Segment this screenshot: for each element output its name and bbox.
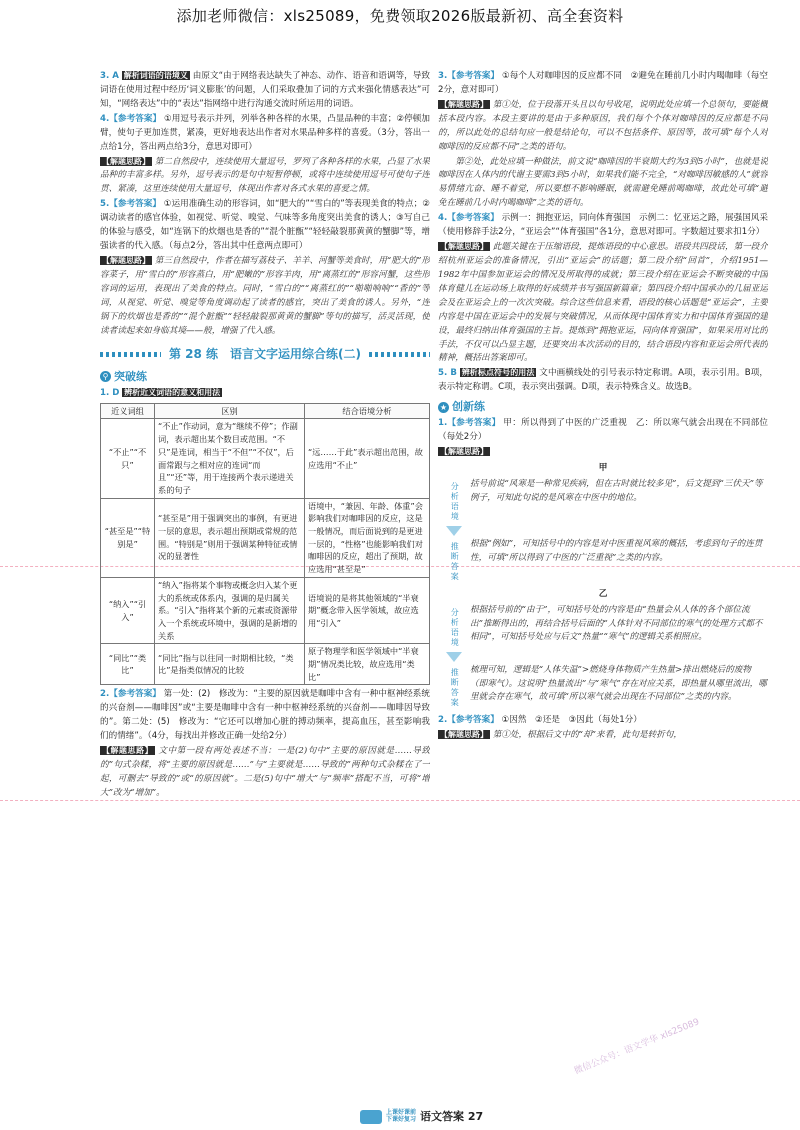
analysis-r-q1: 【解题思路】 bbox=[440, 446, 488, 456]
watermark: 微信公众号：语文学华 xls25089 bbox=[572, 1017, 701, 1077]
arrow-down-icon bbox=[446, 652, 462, 662]
answer-q1: 1. D 辨析近义词语的意义和用法 bbox=[100, 387, 221, 398]
answer-q4: 4.【参考答案】 ①用逗号表示并列，列举各种各样的水果，凸显品种的丰富；②停顿加臂，使句子更加连贯，紧凑，更好地表达出作者对水果品种多样的喜爱。（3分，答出一点给1分，答出两点给3分，意思对即可） bbox=[100, 113, 430, 152]
innovation-icon: ★ bbox=[439, 402, 448, 412]
page-footer: 上课好课前 下课好复习 语文答案 27 bbox=[360, 1108, 483, 1126]
answer-q2: 2.【参考答案】 第一处：(2) 修改为：“主要的原因就是咖啡中含有一种中枢神经系统的兴奋剂——咖啡因”或“主要是咖啡中含有一种中枢神经系统的兴奋剂——咖啡因导致的”。第二处：(5) 修改为：“它还可以增加心脏的搏动频率，提高血压，甚至影响我们的情绪”。（4分，每找出并修改正确一处给2分） bbox=[100, 689, 430, 742]
answer-q3: 3. A 解析词语的语境义 由原文“由于网络表达缺失了神态、动作、语音和语调等，导致词语在使用过程中经历‘词义膨胀’的问题，人们采取叠加了词的方式来强化情感表达”可知，“网络表达”中的“表达”指网络中进行沟通交流时所运用的词语。 bbox=[100, 71, 430, 109]
flow-b-step1: 分析语境 根据括号前的“由于”，可知括号处的内容是由“热量会从人体的各个部位流出”推断得出的，再结合括号后面的“人体针对不同部位的寒气的处理方式都不相同”，可知括号处应与后文“热量”“寒气”的逻辑关系相照应。 bbox=[438, 604, 768, 662]
page-number-label: 语文答案 27 bbox=[420, 1110, 484, 1123]
answer-r-q4: 4.【参考答案】 示例一：拥抱亚运，同向体育强国 示例二：忆亚运之路，展强国风采（使用修辞手法2分，“亚运会”“体育强国”各1分，意思对即可。字数超过要求扣1分） bbox=[438, 213, 768, 238]
table-row: “同比”“类比” “同比”指与以往同一时期相比较，“类比”是指类似情况的比较 原子物理学和医学领域中“半衰期”情况类比较，故应选用“类比” bbox=[101, 644, 430, 685]
arrow-down-icon bbox=[446, 526, 462, 536]
flow-b-title: 乙 bbox=[598, 588, 608, 599]
analysis-r-q3: 【解题思路】 第①处，位于段落开头且以句号收尾，说明此处应填一个总领句，要能概括本段内容。本段主要讲的是由于多种原因，我们每个个体对咖啡因的反应都是不同的，所以此处的总结句应一般是结论句，可以不包括条件、原因等，故可填“每个人对咖啡因的反应都不同”之类的语句。 bbox=[438, 99, 768, 152]
answer-r-q5: 5. B 辨析标点符号的用法 文中画横线处的引号表示特定称谓。A项，表示引用。B项，表示特定称谓。C项，表示突出强调。D项，表示特殊含义。故选B。 bbox=[438, 368, 768, 393]
section-innovation: ★ 创新练 bbox=[439, 400, 485, 414]
answer-q5: 5.【参考答案】 ①运用准确生动的形容词，如“肥大的”“雪白的”等表现美食的特点；②调动读者的感官体验，如视觉、听觉、嗅觉、气味等多角度突出美食的诱人；③写自己的体验与感受，如“连锅下的炊烟也是香的”“混个脏甑”“轻轻敲裂那黄黄的蟹脚”等，增强读者的代入感。（每点2分，答出其中任意两点即可） bbox=[100, 199, 430, 252]
table-header: 区别 bbox=[155, 403, 305, 419]
table-row: “不止”“不只” “不止”作动词，意为“继续不停”；作副词，表示超出某个数目或范围。“不只”是连词，相当于“不但”“不仅”，后面常跟与之相对应的连词“而且”“还”等，用于连接两个表示递进关系的句子 “远……于此”表示超出范围，故应选用“不止” bbox=[101, 419, 430, 498]
banner-text: 添加老师微信：xls25089，免费领取2026版最新初、高全套资料 bbox=[176, 7, 624, 25]
left-column bbox=[100, 70, 430, 802]
analysis-q2: 【解题思路】 文中第一段有两处表述不当：一是(2)句中“主要的原因就是……导致的”句式杂糅，将“主要的原因就是……”与“主要就是……导致的”两种句式杂糅在了一起，可删去“导致的”或“的原因就”。二是(5)句中“增大”与“频率”搭配不当，可将“增大”改为“增加”。 bbox=[100, 746, 430, 798]
analysis-r-q2: 【解题思路】 第①处，根据后文中的“却”来看，此句是转折句， bbox=[440, 729, 682, 740]
section-breakthrough: ⚲ 突破练 bbox=[100, 368, 430, 386]
flow-a-step2: 推断答案 根据“例如”，可知括号中的内容是对中医重视风寒的概括，考虑到句子的连贯性，可填“所以得到了中医的广泛重视”之类的内容。 bbox=[450, 538, 763, 582]
analysis-q4: 【解题思路】 第二自然段中，连续使用大量逗号，罗列了各种各样的水果，凸显了水果品种的丰富多样。另外，逗号表示的是句中短暂停顿，或将中连续使用逗号可使句子连贯、紧凑，这里连续使用大量逗号，体现出作者对各式水果的喜爱之情。 bbox=[100, 156, 430, 195]
analysis-q5: 【解题思路】 第三自然段中，作者在描写荔枝子、羊羊、河蟹等美食时，用“肥大的”形容菜子，用“雪白的”形容蒸白，用“肥嫩的”形容羊肉，用“离蒸红的”形容河蟹，这些形容词的运用，表现出了美食的特点。同时，“雪白的”“离蒸红的”“啪啪响响”“香的”等词，从视觉、听觉、嗅觉等角度调动起了读者的感官，突出了美食的诱人。另外，“连锅下的炊烟也是香的”“混个脏甑”“轻轻敲裂那黄黄的蟹脚”等句的描写，活灵活现，使读者读起来如身临其境——般，增强了代入感。 bbox=[100, 255, 430, 336]
answer-r-q2: 2.【参考答案】 ①因然 ②还是 ③因此（每处1分） bbox=[438, 714, 642, 725]
section-title: 第 28 练 语言文字运用综合练(二) bbox=[100, 345, 430, 364]
flow-a-step1: 分析语境 括号前说“风寒是一种常见疾病，但在古时就比较多见”，后文提到“三伏天”等例子，可知此句说的是风寒在中医中的地位。 bbox=[438, 478, 768, 536]
magnifier-icon: ⚲ bbox=[100, 371, 111, 382]
right-column bbox=[438, 70, 768, 743]
flow-a-title: 甲 bbox=[598, 462, 608, 473]
analysis-r-q3b: 第②处，此处应填一种做法，前文说“咖啡因的半衰期大约为3到5小时”，也就是说咖啡因在人体内的代谢主要需3到5小时，如果我们能不完全，“对咖啡因敏感的人”就容易情绪亢奋、睡不着觉，所以要想不影响睡眠，就需避免睡前喝咖啡，故此处可填“避免在睡前几小时内喝咖啡”之类的语句。 bbox=[438, 156, 768, 209]
table-header: 近义词组 bbox=[101, 403, 155, 419]
flow-b-step2: 推断答案 梳理可知，逻辑是“人体失温”>燃烧身体物质产生热量>排出燃烧后的废物（即寒气）。这说明“热量流出”与“寒气”存在对应关系，即热量从哪里流出，哪里就会存在寒气，故可填“所以寒气就会出现在不同部位”之类的内容。 bbox=[450, 664, 767, 708]
answer-r-q1: 1.【参考答案】 甲：所以得到了中医的广泛重视 乙：所以寒气就会出现在不同部位（每处2分） bbox=[438, 418, 768, 442]
answer-r-q3: 3.【参考答案】 ①每个人对咖啡因的反应都不同 ②避免在睡前几小时内喝咖啡（每空2分，意对即可） bbox=[438, 71, 768, 95]
table-header: 结合语境分析 bbox=[305, 403, 430, 419]
analysis-r-q4: 【解题思路】 此题关键在于压缩语段，提炼语段的中心意思。语段共四段话，第一段介绍杭州亚运会的准备情况，引出“亚运会”的话题；第二段介绍“回首”，介绍1951—1982年中国参加亚运会的情况及所取得的成就；第三段介绍在亚运会不断突破的中国体育健儿在运动场上取得的好成绩并书写强国新篇章；第四段介绍中国承办的几届亚运会及在亚运会上的一次次突破。综合这些信息来看，语段的核心话题是“亚运会”，主要内容是中国在亚运会中的发展与突破情况，从而体现中国体育实力和中国体育强国的建设，最终归纳出体育强国的主旨。提炼到“拥抱亚运，同向体育强国”，如果采用对比的手法，不仅可以凸显主题，还要突出本次活动的目的，结合语段内容和亚运会所代表的精神，概括出答案即可。 bbox=[438, 242, 768, 364]
brand-logo-icon bbox=[360, 1110, 382, 1124]
synonym-table bbox=[100, 403, 430, 686]
table-row: “甚至是”“特别是” “甚至是”用于强调突出的事例，有更进一层的意思，表示超出预期或常规的范围。“特别是”则用于强调某种特征或情况的显著性 语境中，“兼因、年龄、体重”会影响我们对咖啡因的反应，这是一般情况，而后面说到的是更进一层的，“性格”也能影响我们对咖啡因的反应，超出了预期，故应选用“甚至是” bbox=[101, 498, 430, 577]
table-row: “纳入”“引入” “纳入”指将某个事物或概念归入某个更大的系统或体系内，强调的是归属关系。“引入”指将某个新的元素或资源带入一个系统或环境中，强调的是新增的关系 语境说的是将其他领域的“半衰期”概念带入医学领域，故应选用“引入” bbox=[101, 577, 430, 644]
